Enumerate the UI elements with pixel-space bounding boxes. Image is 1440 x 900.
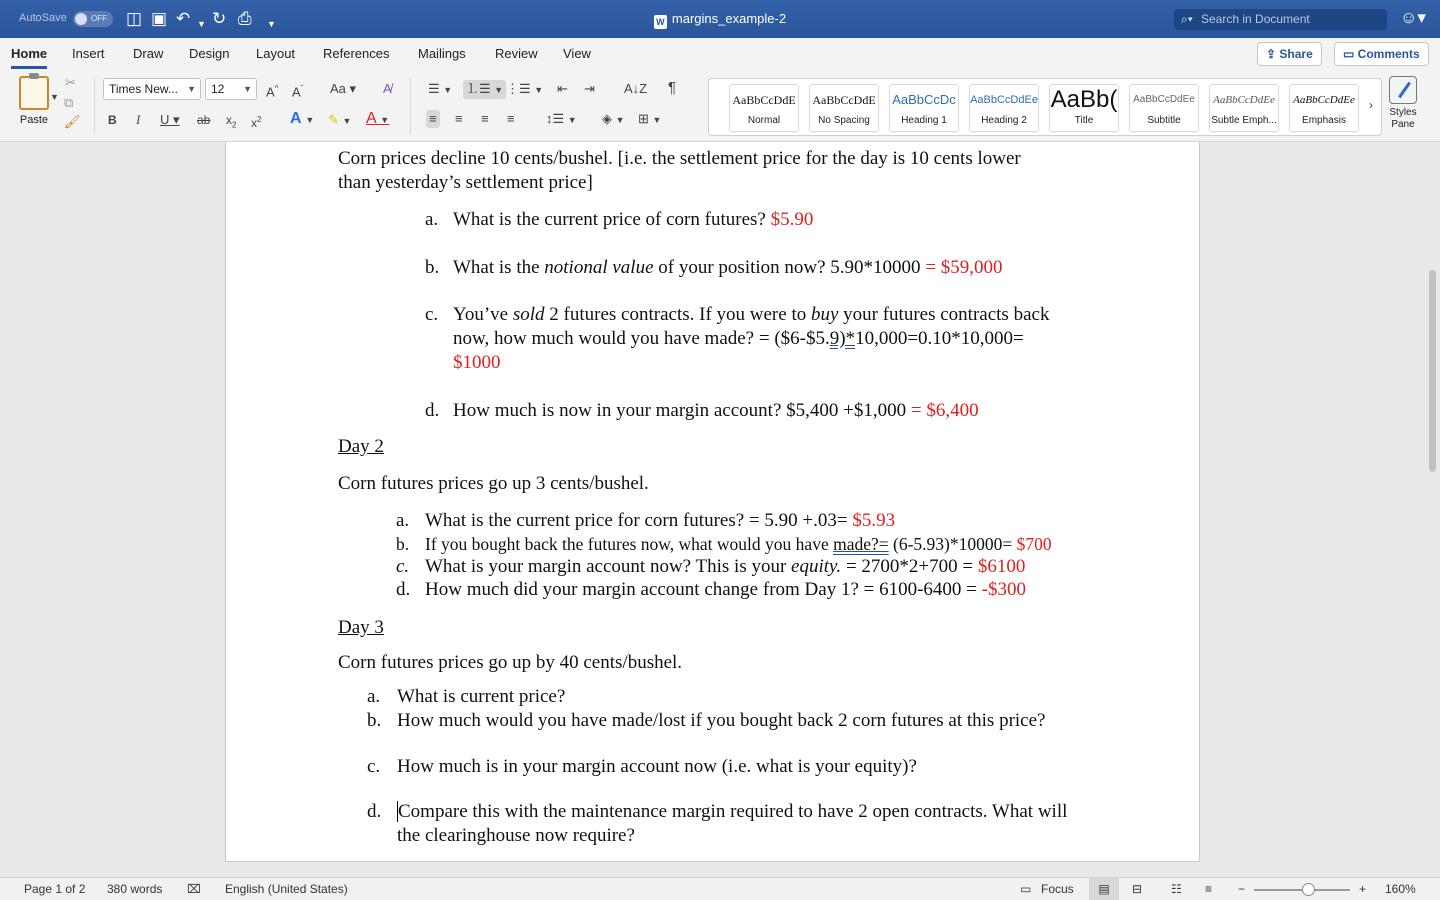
font-size-select[interactable] [205, 78, 257, 100]
tab-design[interactable]: Design [189, 46, 230, 61]
text-effects-icon[interactable]: A ▼ [290, 110, 315, 127]
style-sample: AaBbCcDc [892, 92, 956, 107]
style-sample: AaBbCcDdEe [970, 94, 1038, 106]
zoom-slider-handle[interactable] [1302, 883, 1315, 896]
intro-line-1: Corn prices decline 10 cents/bushel. [i.e. the settlement price for the day is 10 cents lower [338, 148, 1021, 169]
question-emphasis: equity. [791, 556, 842, 577]
font-name-value: Times New... [109, 82, 178, 96]
list-item-continuation [453, 327, 1024, 351]
search-icon: ⌕▾ [1181, 12, 1193, 26]
question-text: (6-5.93)*10000= [888, 534, 1013, 554]
font-name-select[interactable] [103, 78, 201, 100]
document-canvas[interactable] [0, 142, 1440, 877]
question-text: now, how much would you have made? = ($6-$5. [453, 328, 830, 349]
question-emphasis: buy [810, 304, 839, 325]
share-button[interactable] [1257, 42, 1322, 66]
undo-dropdown-icon[interactable]: ▼ [197, 19, 206, 29]
answer-text: = $6,400 [910, 400, 979, 421]
question-text: If you bought back the futures now, what would you have [425, 534, 834, 554]
style-normal[interactable] [729, 84, 799, 132]
tab-home[interactable]: Home [11, 46, 48, 61]
style-name: Normal [747, 115, 781, 126]
print-icon[interactable]: ⎙ [238, 9, 252, 28]
title-bar [0, 0, 1440, 38]
cut-icon[interactable]: ✂ [65, 75, 76, 90]
justify-icon[interactable]: ≡ [507, 111, 515, 126]
status-bar [0, 877, 1440, 900]
question-text: What is your margin account now? This is your [425, 556, 792, 577]
numbering-icon[interactable]: ⒈☰ ▼ [463, 80, 506, 99]
style-heading-2[interactable] [969, 84, 1039, 132]
question-emphasis: notional value [544, 257, 654, 278]
increase-indent-icon[interactable]: ⇥ [584, 81, 595, 96]
italic-icon[interactable]: I [136, 112, 141, 127]
list-item [425, 532, 1052, 556]
search-placeholder: Search in Document [1201, 12, 1310, 26]
bullets-icon[interactable]: ☰ ▼ [428, 81, 453, 96]
print-layout-icon[interactable]: ▤ [1089, 878, 1119, 900]
style-name: Heading 2 [981, 115, 1027, 126]
style-title[interactable] [1049, 84, 1119, 132]
highlight-icon[interactable]: ✎ ▼ [328, 112, 352, 127]
styles-pane-button[interactable] [1386, 76, 1420, 131]
list-marker: a. [396, 510, 410, 531]
answer-text: -$300 [981, 579, 1026, 600]
question-text: your futures contracts back [838, 304, 1050, 325]
day2-intro: Corn futures prices go up 3 cents/bushel. [338, 473, 649, 494]
sort-icon[interactable]: A↓Z [624, 81, 648, 96]
list-item: How much is in your margin account now (i.e. what is your equity)? [397, 756, 917, 777]
vertical-scrollbar[interactable] [1429, 270, 1436, 472]
list-marker: c. [396, 556, 410, 577]
style-heading-1[interactable] [889, 84, 959, 132]
question-text: You’ve [453, 304, 513, 325]
grammar-mark[interactable]: made?= [833, 534, 889, 554]
shrink-font-icon[interactable]: $A^ˇ$ [292, 84, 304, 100]
comments-button[interactable] [1334, 42, 1429, 66]
answer-text: $6100 [977, 556, 1026, 577]
list-item [453, 256, 1003, 280]
answer-text: = $59,000 [925, 257, 1003, 278]
superscript-icon[interactable]: $x^2$ [251, 115, 262, 130]
page-count[interactable]: Page 1 of 2 [24, 882, 86, 896]
save-icon[interactable]: ▣ [151, 9, 168, 28]
style-subtle-emphasis[interactable] [1209, 84, 1279, 132]
question-text: 2 futures contracts. If you were to [544, 304, 811, 325]
change-case-icon[interactable]: Aa ▾ [330, 81, 357, 96]
list-item [425, 509, 895, 533]
document-page[interactable] [225, 142, 1200, 862]
question-text: 10,000=0.10*10,000= [855, 328, 1024, 349]
list-item [425, 555, 1025, 579]
share-label: Share [1279, 47, 1313, 61]
list-item-continuation: the clearinghouse now require? [397, 825, 635, 846]
bold-icon[interactable]: B [108, 113, 117, 127]
style-name: Subtle Emph... [1211, 115, 1277, 126]
zoom-in-icon[interactable]: + [1359, 882, 1367, 896]
document-title-text: margins_example-2 [671, 11, 787, 26]
day2-heading: Day 2 [338, 436, 384, 457]
grammar-mark[interactable]: 9)* [829, 328, 856, 349]
share-icon: ⇪ [1266, 47, 1280, 61]
answer-text: $700 [1016, 534, 1052, 554]
paste-label: Paste [19, 114, 49, 126]
undo-icon[interactable]: ↶ [176, 9, 191, 28]
language[interactable]: English (United States) [225, 882, 348, 896]
redo-icon[interactable]: ↻ [212, 9, 227, 28]
tab-references[interactable]: References [323, 46, 390, 61]
list-item [397, 800, 1067, 824]
clear-formatting-icon[interactable]: A̸ [383, 81, 392, 96]
question-text: Compare this with the maintenance margin required to have 2 open contracts. What will [398, 801, 1068, 822]
question-text: = 2700*2+700 = [841, 556, 974, 577]
list-item [425, 578, 1026, 602]
question-text: How much did your margin account change from Day 1? = 6100-6400 = [425, 579, 977, 600]
answer-text: $1000 [453, 352, 501, 373]
question-emphasis: sold [512, 304, 545, 325]
proofing-icon[interactable]: ⌧ [187, 882, 201, 896]
answer-text: $5.90 [770, 209, 814, 230]
style-sample: AaBbCcDdEe [1293, 94, 1355, 106]
comments-label: Comments [1357, 47, 1420, 61]
underline-icon[interactable]: U ▾ [160, 112, 180, 127]
style-sample: AaBbCcDdE [732, 93, 796, 107]
list-item [453, 303, 1049, 327]
web-layout-icon[interactable]: ⊟ [1132, 882, 1143, 896]
styles-gallery [708, 78, 1382, 136]
copy-icon[interactable]: ⧉ [64, 95, 74, 110]
list-item: What is current price? [397, 686, 566, 707]
style-no-spacing[interactable] [809, 84, 879, 132]
strikethrough-icon[interactable]: ab [197, 113, 211, 127]
list-marker: b. [396, 534, 410, 554]
word-count[interactable]: 380 words [107, 882, 163, 896]
style-sample: AaBbCcDdEe [1133, 94, 1195, 105]
style-subtitle[interactable] [1129, 84, 1199, 132]
draft-view-icon[interactable]: ≡ [1205, 882, 1213, 896]
font-size-value: 12 [211, 82, 225, 96]
list-marker: a. [425, 209, 439, 230]
list-marker: d. [367, 801, 382, 822]
outline-view-icon[interactable]: ☷ [1171, 882, 1182, 896]
style-sample: AaBbCcDdEe [1213, 94, 1275, 106]
zoom-out-icon[interactable]: − [1238, 882, 1246, 896]
ribbon-tabs [0, 38, 1440, 70]
line-spacing-icon[interactable]: ↕☰ ▼ [546, 111, 577, 126]
sidebar-toggle-icon[interactable]: ◫ [126, 9, 143, 28]
style-name: Emphasis [1302, 115, 1346, 126]
style-name: Title [1074, 115, 1094, 126]
font-color-icon[interactable]: A ▼ [366, 110, 390, 127]
day3-heading: Day 3 [338, 617, 384, 638]
list-marker: a. [367, 686, 381, 707]
style-name: No Spacing [818, 115, 870, 126]
align-right-icon[interactable]: ≡ [481, 111, 489, 126]
style-emphasis[interactable] [1289, 84, 1359, 132]
list-item [453, 399, 979, 423]
list-marker: b. [425, 257, 440, 278]
grow-font-icon[interactable]: A^ [266, 84, 279, 100]
paste-dropdown-icon[interactable]: ▼ [50, 92, 59, 102]
list-marker: c. [425, 304, 439, 325]
show-formatting-marks-icon[interactable]: ¶ [668, 79, 677, 96]
zoom-level[interactable]: 160% [1385, 882, 1416, 896]
style-sample: AaBbCcDdE [812, 93, 876, 107]
borders-icon[interactable]: ⊞ ▼ [638, 111, 662, 126]
tab-draw[interactable]: Draw [133, 46, 164, 61]
question-text: What is the current price of corn futures? [453, 209, 766, 230]
chevron-down-icon: ▼ [187, 84, 196, 94]
word-doc-icon: W [654, 15, 667, 29]
align-center-icon[interactable]: ≡ [455, 111, 463, 126]
styles-pane-label: Styles Pane [1389, 107, 1417, 130]
search-input[interactable] [1174, 9, 1387, 30]
intro-line-2: than yesterday’s settlement price] [338, 172, 593, 193]
style-sample: AaBb( [1050, 86, 1118, 113]
ribbon-home [0, 70, 1440, 142]
question-text: What is the [453, 257, 545, 278]
list-marker: d. [396, 579, 411, 600]
customize-toolbar-icon[interactable]: ▼ [267, 19, 276, 29]
question-text: of your position now? 5.90*10000 [653, 257, 921, 278]
styles-next-icon[interactable]: › [1369, 98, 1373, 112]
ribbon-divider [94, 78, 95, 134]
tab-view[interactable]: View [563, 46, 591, 61]
focus-icon[interactable]: ▭ [1020, 882, 1032, 896]
focus-label[interactable]: Focus [1041, 882, 1074, 896]
tab-mailings[interactable]: Mailings [418, 46, 466, 61]
shading-icon[interactable]: ◈ ▼ [602, 111, 625, 126]
autosave-state: OFF [91, 14, 107, 23]
autosave-label: AutoSave [19, 12, 67, 24]
align-left-icon[interactable]: ≡ [426, 110, 440, 128]
list-marker: b. [367, 710, 382, 731]
list-marker: c. [367, 756, 381, 777]
list-item: How much would you have made/lost if you bought back 2 corn futures at this price? [397, 710, 1046, 731]
day3-intro: Corn futures prices go up by 40 cents/bushel. [338, 652, 683, 673]
decrease-indent-icon[interactable]: ⇤ [557, 81, 568, 96]
question-text: What is the current price for corn futures? = 5.90 +.03= [425, 510, 848, 531]
subscript-icon[interactable]: $x_2$ [226, 113, 237, 130]
style-name: Subtitle [1147, 115, 1181, 126]
style-name: Heading 1 [901, 115, 947, 126]
tab-insert[interactable]: Insert [72, 46, 105, 61]
styles-pane-icon [1389, 76, 1417, 104]
tab-review[interactable]: Review [495, 46, 538, 61]
feedback-smiley-icon[interactable]: ☺▾ [1400, 8, 1426, 27]
ribbon-divider [410, 78, 411, 134]
chevron-down-icon: ▼ [243, 84, 252, 94]
format-painter-icon[interactable]: 🖌 [64, 114, 81, 129]
multilevel-list-icon[interactable]: ⋮☰ ▼ [506, 81, 544, 96]
clipboard-icon [19, 76, 49, 110]
question-text: How much is now in your margin account? $5,400 +$1,000 [453, 400, 907, 421]
answer-text: $5.93 [852, 510, 896, 531]
comment-icon: ▭ [1343, 47, 1358, 61]
list-item [453, 208, 813, 232]
list-marker: d. [425, 400, 440, 421]
tab-layout[interactable]: Layout [256, 46, 296, 61]
